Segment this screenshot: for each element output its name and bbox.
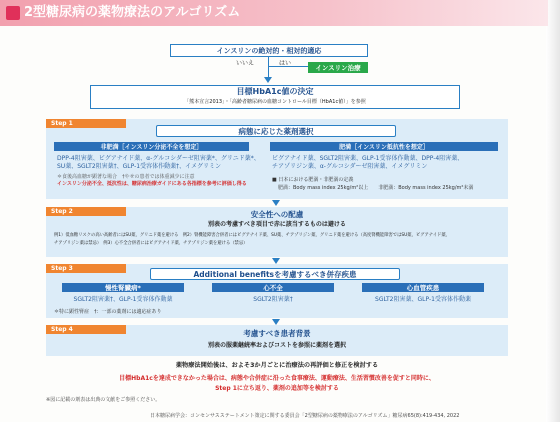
title-x-icon: [6, 6, 20, 20]
page-title: 2型糖尿病の薬物療法のアルゴリズム: [24, 5, 241, 20]
step4-title: 考慮すべき患者背景: [243, 329, 311, 338]
heart-failure-header: 心不全: [212, 283, 334, 292]
ckd-header: 慢性腎臓病*: [62, 283, 184, 292]
answer-no: いいえ: [236, 60, 255, 67]
insulin-therapy-box: インスリン治療: [308, 62, 368, 73]
step2-sub: 別表の考慮すべき項目で赤に該当するものは避ける: [208, 221, 346, 228]
step1-tag: Step 1: [46, 119, 126, 128]
citation: 日本糖尿病学会：コンセンサスステートメント策定に関する委員会「2型糖尿病の薬物療法のアルゴリズム」糖尿病65(8):419-434, 2022: [150, 413, 460, 419]
step3-title: Additional benefitsを考慮するべき併存疾患: [150, 268, 400, 280]
step1-title: 病態に応じた薬剤選択: [156, 125, 396, 137]
step3-tag: Step 3: [46, 264, 126, 273]
hba1c-not-achieved-text: 目標HbA1cを達成できなかった場合は、病態や合併症に沿った食事療法、運動療法、生活習慣改善を促すと同時に、: [119, 375, 435, 382]
cvd-drugs: SGLT2阻害薬、GLP-1受容体作動薬: [375, 296, 471, 303]
step2-example2: チアゾリジン薬は禁忌） 例3）心不全合併者にはビグアナイド薬、チアゾリジン薬を避ける（禁忌）: [54, 241, 248, 246]
target-hba1c-sub: 「熊本宣言2013」・「高齢者糖尿病の血糖コントロール目標（HbA1c値）」を参照: [184, 99, 366, 105]
non-obese-drugs-line2: SU薬、SGLT2阻害薬†、GLP-1受容体作動薬†、イメグリミン: [57, 163, 222, 170]
obese-drugs-line2: チアゾリジン薬、α-グルコシダーゼ阻害薬、イメグリミン: [272, 163, 428, 170]
obesity-definition: 肥満：Body mass index 25kg/m²以上 非肥満：Body mass index 25kg/m²未満: [278, 185, 474, 191]
step2-tag: Step 2: [46, 207, 126, 216]
non-obese-alert: インスリン分泌不全、抵抗性は、糖尿病治療ガイドにある各指標を参考に評価し得る: [57, 181, 247, 187]
heart-failure-drugs: SGLT2阻害薬†: [253, 296, 293, 303]
table-reference-note: ※図に記載の剤表は出典の文献をご参照ください。: [46, 397, 161, 403]
insulin-indication-box: インスリンの絶対的・相対的適応: [170, 44, 368, 57]
obesity-definition-heading: ■ 日本における肥満・非肥満の定義: [272, 177, 354, 183]
obese-header: 肥満［インスリン抵抗性を想定］: [270, 142, 498, 151]
step2-example1: 例1）低血糖リスクの高い高齢者にはSU薬、グリニド薬を避ける 例2）腎機能障害合併者にはビグアナイド薬、SU薬、チアゾリジン薬、グリニド薬を避ける（高度腎機能障害ではSU薬、ビグアナイド薬、: [54, 233, 450, 238]
step2-title: 安全性への配慮: [250, 210, 304, 219]
step4-tag: Step 4: [46, 325, 126, 334]
ckd-drugs: SGLT2阻害薬†、GLP-1受容体作動薬: [73, 296, 173, 303]
page-edge-shadow: [546, 0, 560, 422]
flow-arrow: [272, 200, 280, 206]
answer-yes: はい: [279, 60, 292, 67]
step4-sub: 別表の服薬継続率およびコストを参照に薬剤を選択: [207, 342, 346, 349]
flow-arrow: [264, 77, 272, 83]
non-obese-note: ＊食後高血糖が顕著な場合 †やせの患者では体重減少に注意: [57, 174, 195, 180]
step3-note: ＊特に顕性腎症 †：一部の薬剤には適応症あり: [54, 309, 162, 315]
cvd-header: 心血管疾患: [362, 283, 484, 292]
non-obese-drugs-line1: DPP-4阻害薬、ビグアナイド薬、α-グルコシダーゼ阻害薬*、グリニド薬*、: [57, 155, 260, 162]
non-obese-header: 非肥満［インスリン分泌不全を想定］: [54, 142, 249, 151]
flow-line: [268, 57, 269, 77]
target-hba1c-title: 目標HbA1c値の決定: [236, 87, 314, 96]
reevaluation-text: 薬物療法開始後は、およそ3か月ごとに治療法の再評価と修正を検討する: [175, 362, 379, 369]
obese-drugs-line1: ビグアナイド薬、SGLT2阻害薬、GLP-1受容体作動薬、DPP-4阻害薬、: [272, 155, 464, 162]
return-step1-text: Step 1に立ち返り、薬剤の追加等を検討する: [215, 385, 339, 392]
